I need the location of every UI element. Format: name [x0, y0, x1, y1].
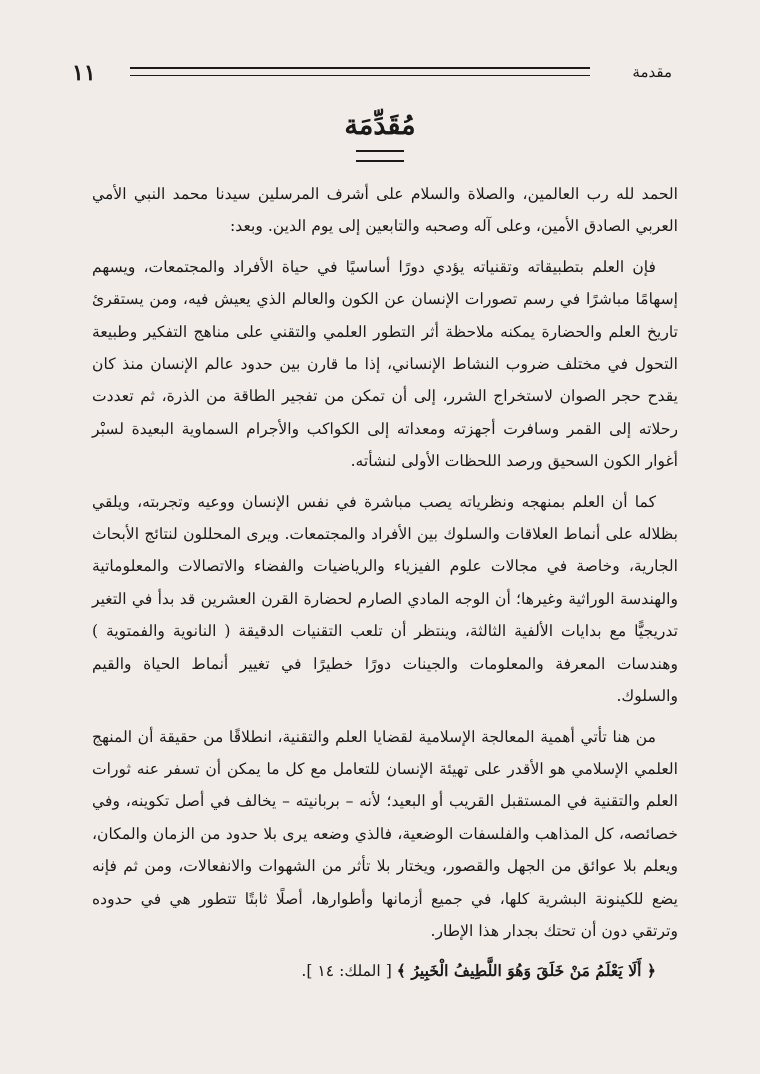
verse-reference: [ الملك: ١٤ ].: [301, 962, 392, 981]
header-rule: [130, 67, 590, 76]
title-ornament: [356, 150, 404, 162]
paragraph: الحمد لله رب العالمين، والصلاة والسلام على أشرف المرسلين سيدنا محمد النبي الأمي العربي الصادق الأمين، وعلى آله وصحبه والتابعين إلى يوم الدين. وبعد:: [92, 185, 678, 236]
page-number: ١١: [72, 60, 96, 86]
paragraph: من هنا تأتي أهمية المعالجة الإسلامية لقضايا العلم والتقنية، انطلاقًا من حقيقة أن المنهج العلمي الإسلامي هو الأقدر على تهيئة الإنسان للتعامل مع كل ما يمكن أن تسفر عنه ثورات العلم والتقنية في المستقبل القريب أو البعيد؛ لأنه – بربانيته – يخالف في أصل تكوينه، وفي خصائصه، كل المذاهب والفلسفات الوضعية، فالذي وضعه يرى بلا حدود من الزمان والمكان، ويعلم بلا عوائق من الجهل والقصور، ويختار بلا تأثر من الشهوات والانفعالات، ومن ثم فإنه يضع للكينونة البشرية كلها، في جميع أزمانها وأطوارها، أصلًا ثابتًا تتطور هي في حدوده وترتقي دون أن تحتك بجدار هذا الإطار.: [92, 727, 678, 940]
running-title: مقدمة: [632, 63, 672, 81]
verse-text: ﴿ أَلَا يَعْلَمُ مَنْ خَلَقَ وَهُوَ اللَّطِيفُ الْخَبِيرُ ﴾: [396, 961, 656, 981]
paragraph: فإن العلم بتطبيقاته وتقنياته يؤدي دورًا أساسيًا في حياة الأفراد والمجتمعات، ويسهم إسهامًا مباشرًا في رسم تصورات الإنسان عن الكون والعالم الذي يعيش فيه، ومن يستقرئ تاريخ العلم والحضارة يمكنه ملاحظة أثر التطور العلمي والتقني على مناهج التفكير وطبيعة التحول في مختلف ضروب النشاط الإنساني، إذا ما قارن بين حدود عالم الإنسان منذ كان يقدح حجر الصوان لاستخراج الشرر، إلى أن تمكن من تفجير الطاقة من الذرة، ثم تعددت رحلاته إلى القمر وسافرت أجهزته ومعداته إلى الكواكب والأجرام السماوية البعيدة لسبْر أغوار الكون السحيق ورصد اللحظات الأولى لنشأته.: [92, 257, 678, 471]
body-text: [92, 178, 678, 996]
page-header: [72, 58, 672, 88]
paragraph: كما أن العلم بمنهجه ونظرياته يصب مباشرة في نفس الإنسان ووعيه وتجربته، ويلقي بظلاله على أنماط العلاقات والسلوك بين الأفراد والمجتمعات. ويرى المحللون لنتائج الأبحاث الجارية، وخاصة في مجالات علوم الفيزياء والرياضيات والفضاء والاتصالات والمعلوماتية والهندسة الوراثية وغيرها؛ أن الوجه المادي الصارم لحضارة القرن العشرين قد بدأ في التغير تدريجيًّا مع بدايات الألفية الثالثة، وينتظر أن تلعب التقنيات الدقيقة ( النانوية والفمتوية ) وهندسات المعرفة والمعلومات والجينات دورًا خطيرًا في تغيير أنماط الحياة والقيم والسلوك.: [92, 492, 678, 706]
chapter-title: مُقَدِّمَة: [344, 110, 416, 141]
quran-verse: [92, 955, 678, 987]
